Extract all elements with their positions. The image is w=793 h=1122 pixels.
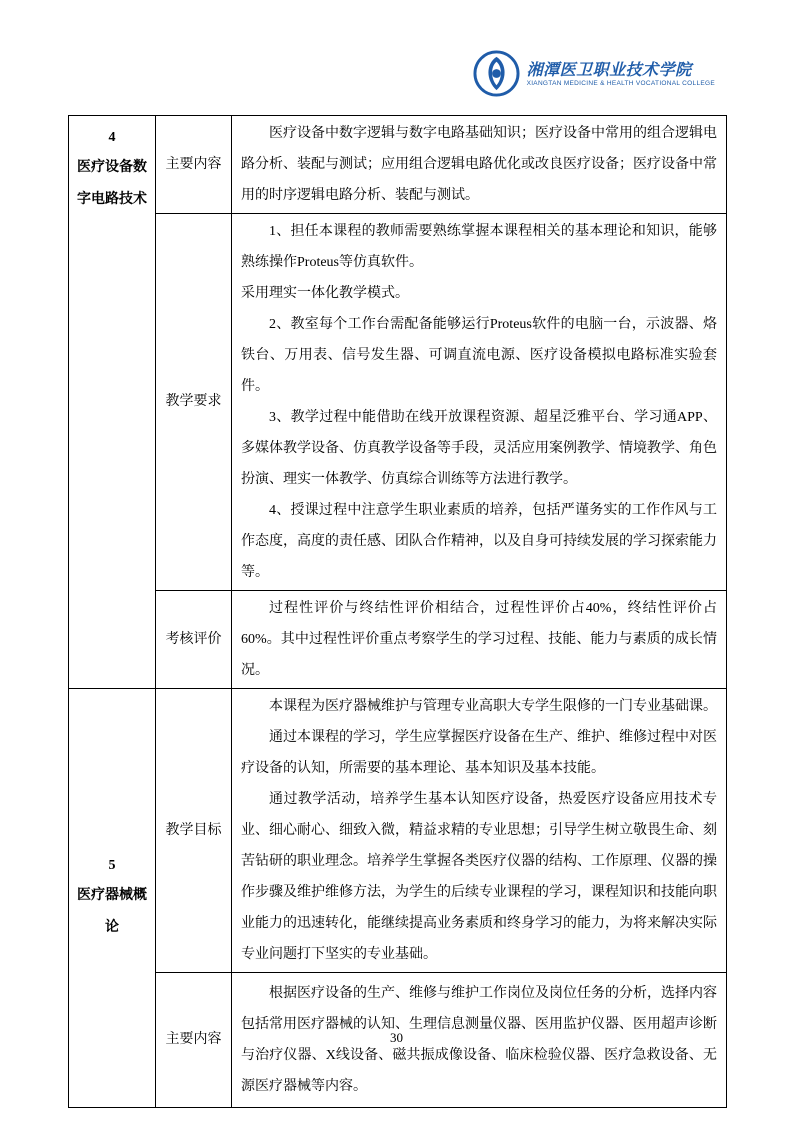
- table-row: [69, 214, 727, 591]
- page-number: 30: [390, 1030, 403, 1045]
- content-paragraph: 2、教室每个工作台需配备能够运行Proteus软件的电脑一台，示波器、烙铁台、万用表、信号发生器、可调直流电源、医疗设备模拟电路标准实验套件。: [241, 317, 717, 394]
- table-row: [69, 689, 727, 973]
- page-footer: [0, 1030, 793, 1046]
- content-paragraph: 通过教学活动，培养学生基本认知医疗设备，热爱医疗设备应用技术专业、细心耐心、细致入微，精益求精的专业思想；引导学生树立敬畏生命、刻苦钻研的职业理念。培养学生掌握各类医疗仪器的结构、工作原理、仪器的操作步骤及维护维修方法，为学生的后续专业课程的学习，课程知识和技能向职业能力的迅速转化，能继续提高业务素质和终身学习的能力，为将来解决实际专业问题打下坚实的专业基础。: [241, 792, 717, 962]
- college-logo-icon: [473, 50, 520, 97]
- course-table: [68, 115, 727, 1108]
- content-cell: [232, 689, 727, 973]
- content-paragraph: 医疗设备中数字逻辑与数字电路基础知识；医疗设备中常用的组合逻辑电路分析、装配与测试；应用组合逻辑电路优化或改良医疗设备；医疗设备中常用的时序逻辑电路分析、装配与测试。: [241, 126, 717, 203]
- content-paragraph: 采用理实一体化教学模式。: [241, 286, 409, 301]
- college-logo-text: [527, 60, 715, 88]
- content-paragraph: 3、教学过程中能借助在线开放课程资源、超星泛雅平台、学习通APP、多媒体教学设备、仿真教学设备等手段，灵活应用案例教学、情境教学、角色扮演、理实一体教学、仿真综合训练等方法进行教学。: [241, 410, 717, 487]
- section-label: 考核评价: [156, 591, 232, 689]
- table-row: [69, 116, 727, 214]
- content-cell: [232, 214, 727, 591]
- content-paragraph: 本课程为医疗器械维护与管理专业高职大专学生限修的一门专业基础课。: [269, 699, 717, 714]
- content-cell: [232, 591, 727, 689]
- section-label: 教学要求: [156, 214, 232, 591]
- page-header: [473, 50, 715, 97]
- course-cell-4: [69, 116, 156, 689]
- college-name: 湘潭医卫职业技术学院: [526, 59, 692, 79]
- college-name-en: XIANGTAN MEDICINE & HEALTH VOCATIONAL COLLEGE: [526, 79, 715, 87]
- content-paragraph: 通过本课程的学习，学生应掌握医疗设备在生产、维护、维修过程中对医疗设备的认知，所需要的基本理论、基本知识及基本技能。: [241, 730, 717, 776]
- course-number: 5: [108, 858, 116, 873]
- section-label: 教学目标: [156, 689, 232, 973]
- content-paragraph: 根据医疗设备的生产、维修与维护工作岗位及岗位任务的分析，选择内容包括常用医疗器械的认知、生理信息测量仪器、医用监护仪器、医用超声诊断与治疗仪器、X线设备、磁共振成像设备、临床检验仪器、医疗急救设备、无源医疗器械等内容。: [241, 986, 717, 1094]
- section-label: 主要内容: [156, 116, 232, 214]
- section-label: 主要内容: [156, 973, 232, 1108]
- content-paragraph: 4、授课过程中注意学生职业素质的培养，包括严谨务实的工作作风与工作态度，高度的责任感、团队合作精神，以及自身可持续发展的学习探索能力等。: [241, 503, 717, 580]
- content-paragraph: 1、担任本课程的教师需要熟练掌握本课程相关的基本理论和知识，能够熟练操作Proteus等仿真软件。: [241, 224, 717, 270]
- course-number: 4: [108, 130, 116, 145]
- course-name: 医疗设备数字电路技术: [77, 160, 147, 207]
- table-row: [69, 591, 727, 689]
- course-name: 医疗器械概论: [77, 888, 147, 935]
- content-cell: [232, 116, 727, 214]
- content-paragraph: 过程性评价与终结性评价相结合，过程性评价占40%，终结性评价占60%。其中过程性评价重点考察学生的学习过程、技能、能力与素质的成长情况。: [241, 601, 717, 678]
